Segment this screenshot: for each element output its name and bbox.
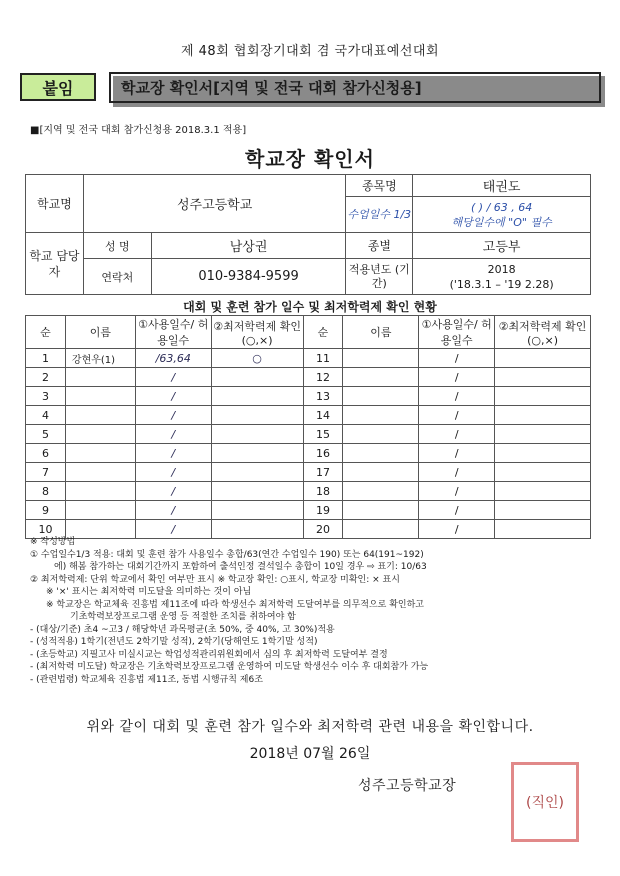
row-name bbox=[65, 482, 135, 501]
row-days: / bbox=[135, 463, 211, 482]
row-name bbox=[65, 406, 135, 425]
confirmation-statement: 위와 같이 대회 및 훈련 참가 일수와 최저학력 관련 내용을 확인합니다. bbox=[86, 719, 534, 735]
name-value: 남상권 bbox=[151, 233, 346, 259]
row-min bbox=[495, 463, 591, 482]
year-label: 적용년도 (기간) bbox=[346, 259, 413, 295]
row-days: / bbox=[419, 349, 495, 368]
row-min bbox=[211, 444, 303, 463]
category-label: 종별 bbox=[346, 233, 413, 259]
row-days: / bbox=[135, 444, 211, 463]
event-value: 태권도 bbox=[413, 175, 591, 197]
header-min-right: ②최저학력제 확인(○,×) bbox=[495, 316, 591, 349]
row-no: 1 bbox=[26, 349, 66, 368]
row-min: ○ bbox=[211, 349, 303, 368]
row-min bbox=[211, 482, 303, 501]
table-row bbox=[26, 349, 591, 368]
row-days: /63,64 bbox=[135, 349, 211, 368]
row-no: 6 bbox=[26, 444, 66, 463]
row-min bbox=[495, 501, 591, 520]
method-line-2: 에) 해봄 참가하는 대회기간까지 포함하여 출석인정 결석일수 총합이 10일 경우 ⇨ 표기: 10/63 bbox=[54, 562, 427, 572]
row-min bbox=[211, 463, 303, 482]
contact-value: 010-9384-9599 bbox=[151, 259, 346, 295]
method-line-5: ※ 학교장은 학교체육 진흥법 제11조에 따라 학생선수 최저학력 도달여부를 의무적으로 확인하고 bbox=[46, 599, 424, 610]
row-min bbox=[495, 368, 591, 387]
row-days: / bbox=[135, 387, 211, 406]
row-name: 강현우(1) bbox=[65, 349, 135, 368]
table-row bbox=[26, 406, 591, 425]
participation-table bbox=[25, 315, 591, 539]
header-name-right: 이름 bbox=[343, 316, 419, 349]
manager-label: 학교 담당자 bbox=[26, 233, 84, 295]
row-min bbox=[495, 482, 591, 501]
row-no: 9 bbox=[26, 501, 66, 520]
row-min bbox=[495, 406, 591, 425]
row-no: 15 bbox=[303, 425, 343, 444]
table-header-row bbox=[26, 316, 591, 349]
row-name bbox=[65, 463, 135, 482]
row-no: 10 bbox=[26, 520, 66, 539]
row-no: 19 bbox=[303, 501, 343, 520]
method-line-4: ※ '×' 표시는 최저학력 미도달을 의미하는 것이 아님 bbox=[46, 587, 252, 597]
header-name-left: 이름 bbox=[65, 316, 135, 349]
table-row bbox=[26, 501, 591, 520]
school-value: 성주고등학교 bbox=[83, 175, 346, 233]
contact-label: 연락처 bbox=[83, 259, 151, 295]
row-no: 5 bbox=[26, 425, 66, 444]
header-no-right: 순 bbox=[303, 316, 343, 349]
document-header-title: 학교장 확인서[지역 및 전국 대회 참가신청용] bbox=[121, 79, 422, 97]
row-no: 14 bbox=[303, 406, 343, 425]
competition-title: 제 48회 협회장기대회 겸 국가대표예선대회 bbox=[180, 44, 440, 59]
row-min bbox=[211, 406, 303, 425]
category-value: 고등부 bbox=[413, 233, 591, 259]
row-name bbox=[65, 501, 135, 520]
row-days: / bbox=[419, 501, 495, 520]
method-line-9: - (초등학교) 지필고사 미실시교는 학업성적관리위원회에서 심의 후 최저학력 도달여부 결정 bbox=[30, 649, 388, 660]
method-line-11: - (관련법령) 학교체육 진흥법 제11조, 동법 시행규칙 제6조 bbox=[30, 674, 263, 685]
table-row bbox=[26, 482, 591, 501]
row-no: 3 bbox=[26, 387, 66, 406]
method-line-6: 기초학력보장프로그램 운영 등 적절한 조치를 취하여야 함 bbox=[70, 612, 296, 622]
event-label: 종목명 bbox=[346, 175, 413, 197]
row-min bbox=[211, 368, 303, 387]
row-days: / bbox=[135, 425, 211, 444]
row-min bbox=[211, 425, 303, 444]
attachment-badge: 붙임 bbox=[20, 73, 96, 101]
lesson-note: 해당일수에 "O" 필수 bbox=[451, 215, 552, 229]
table-row bbox=[26, 425, 591, 444]
row-min bbox=[495, 425, 591, 444]
row-name bbox=[65, 368, 135, 387]
header-days-right: ①사용일수/ 허용일수 bbox=[419, 316, 495, 349]
writing-method bbox=[30, 536, 600, 686]
row-days: / bbox=[419, 482, 495, 501]
row-no: 2 bbox=[26, 368, 66, 387]
header-min-left: ②최저학력제 확인(○,×) bbox=[211, 316, 303, 349]
year-value: 2018 bbox=[487, 262, 516, 276]
row-name bbox=[343, 463, 419, 482]
seal-label: (직인) bbox=[526, 795, 564, 811]
row-days: / bbox=[419, 520, 495, 539]
header-days-left: ①사용일수/ 허용일수 bbox=[135, 316, 211, 349]
row-days: / bbox=[419, 425, 495, 444]
lesson-label: 수업일수 1/3 bbox=[346, 197, 413, 233]
row-no: 7 bbox=[26, 463, 66, 482]
row-days: / bbox=[135, 520, 211, 539]
row-no: 13 bbox=[303, 387, 343, 406]
row-days: / bbox=[135, 368, 211, 387]
row-name bbox=[65, 387, 135, 406]
row-name bbox=[343, 406, 419, 425]
row-name bbox=[343, 425, 419, 444]
row-name bbox=[343, 501, 419, 520]
section-title: 대회 및 훈련 참가 일수 및 최저학력제 확인 현황 bbox=[183, 300, 437, 314]
year-period: ('18.3.1 – '19 2.28) bbox=[449, 277, 554, 291]
document-title: 학교장 확인서 bbox=[245, 147, 375, 171]
school-info-table bbox=[25, 174, 591, 295]
method-line-8: - (성적적용) 1학기(전년도 2학기말 성적), 2학기(당해연도 1학기말 성적) bbox=[30, 637, 318, 647]
row-no: 20 bbox=[303, 520, 343, 539]
applicability-note: ■[지역 및 전국 대회 참가신청용 2018.3.1 적용] bbox=[30, 125, 247, 136]
lesson-cell bbox=[413, 197, 591, 233]
row-name bbox=[65, 444, 135, 463]
row-no: 16 bbox=[303, 444, 343, 463]
table-row bbox=[26, 444, 591, 463]
row-min bbox=[495, 387, 591, 406]
row-name bbox=[343, 368, 419, 387]
year-cell bbox=[413, 259, 591, 295]
row-days: / bbox=[419, 387, 495, 406]
issue-date: 2018년 07월 26일 bbox=[249, 746, 371, 762]
row-no: 12 bbox=[303, 368, 343, 387]
row-days: / bbox=[419, 444, 495, 463]
row-days: / bbox=[419, 368, 495, 387]
method-line-7: - (대상/기준) 초4 ~고3 / 해당학년 과목평균(초 50%, 중 40%, 고 30%)적용 bbox=[30, 624, 335, 635]
row-name bbox=[65, 425, 135, 444]
row-days: / bbox=[135, 501, 211, 520]
method-line-3: ② 최저학력제: 단위 학교에서 확인 여부만 표시 ※ 학교장 확인: ○표시, 학교장 미확인: × 표시 bbox=[30, 574, 400, 585]
row-no: 4 bbox=[26, 406, 66, 425]
method-line-10: - (최저학력 미도달) 학교장은 기초학력보장프로그램 운영하여 미도달 학생선수 이수 후 대회참가 가능 bbox=[30, 662, 429, 672]
row-min bbox=[211, 501, 303, 520]
row-no: 18 bbox=[303, 482, 343, 501]
table-row bbox=[26, 463, 591, 482]
school-label: 학교명 bbox=[26, 175, 84, 233]
table-row bbox=[26, 387, 591, 406]
official-seal bbox=[511, 762, 579, 842]
row-name bbox=[343, 349, 419, 368]
row-no: 17 bbox=[303, 463, 343, 482]
row-name bbox=[343, 444, 419, 463]
lesson-value: ( ) / 63 , 64 bbox=[471, 200, 533, 214]
header-no-left: 순 bbox=[26, 316, 66, 349]
row-no: 11 bbox=[303, 349, 343, 368]
method-line-1: ① 수업일수1/3 적용: 대회 및 훈련 참가 사용일수 총합/63(연간 수업일수 190) 또는 64(191~192) bbox=[30, 549, 424, 560]
table-row bbox=[26, 368, 591, 387]
row-name bbox=[343, 482, 419, 501]
method-title: ※ 작성방법 bbox=[30, 537, 76, 547]
row-min bbox=[495, 444, 591, 463]
row-min bbox=[211, 387, 303, 406]
row-no: 8 bbox=[26, 482, 66, 501]
row-days: / bbox=[135, 406, 211, 425]
principal-name: 성주고등학교장 bbox=[358, 778, 457, 794]
name-label: 성 명 bbox=[83, 233, 151, 259]
row-days: / bbox=[135, 482, 211, 501]
document-header bbox=[109, 72, 601, 103]
row-name bbox=[343, 387, 419, 406]
row-days: / bbox=[419, 406, 495, 425]
row-days: / bbox=[419, 463, 495, 482]
row-min bbox=[495, 349, 591, 368]
